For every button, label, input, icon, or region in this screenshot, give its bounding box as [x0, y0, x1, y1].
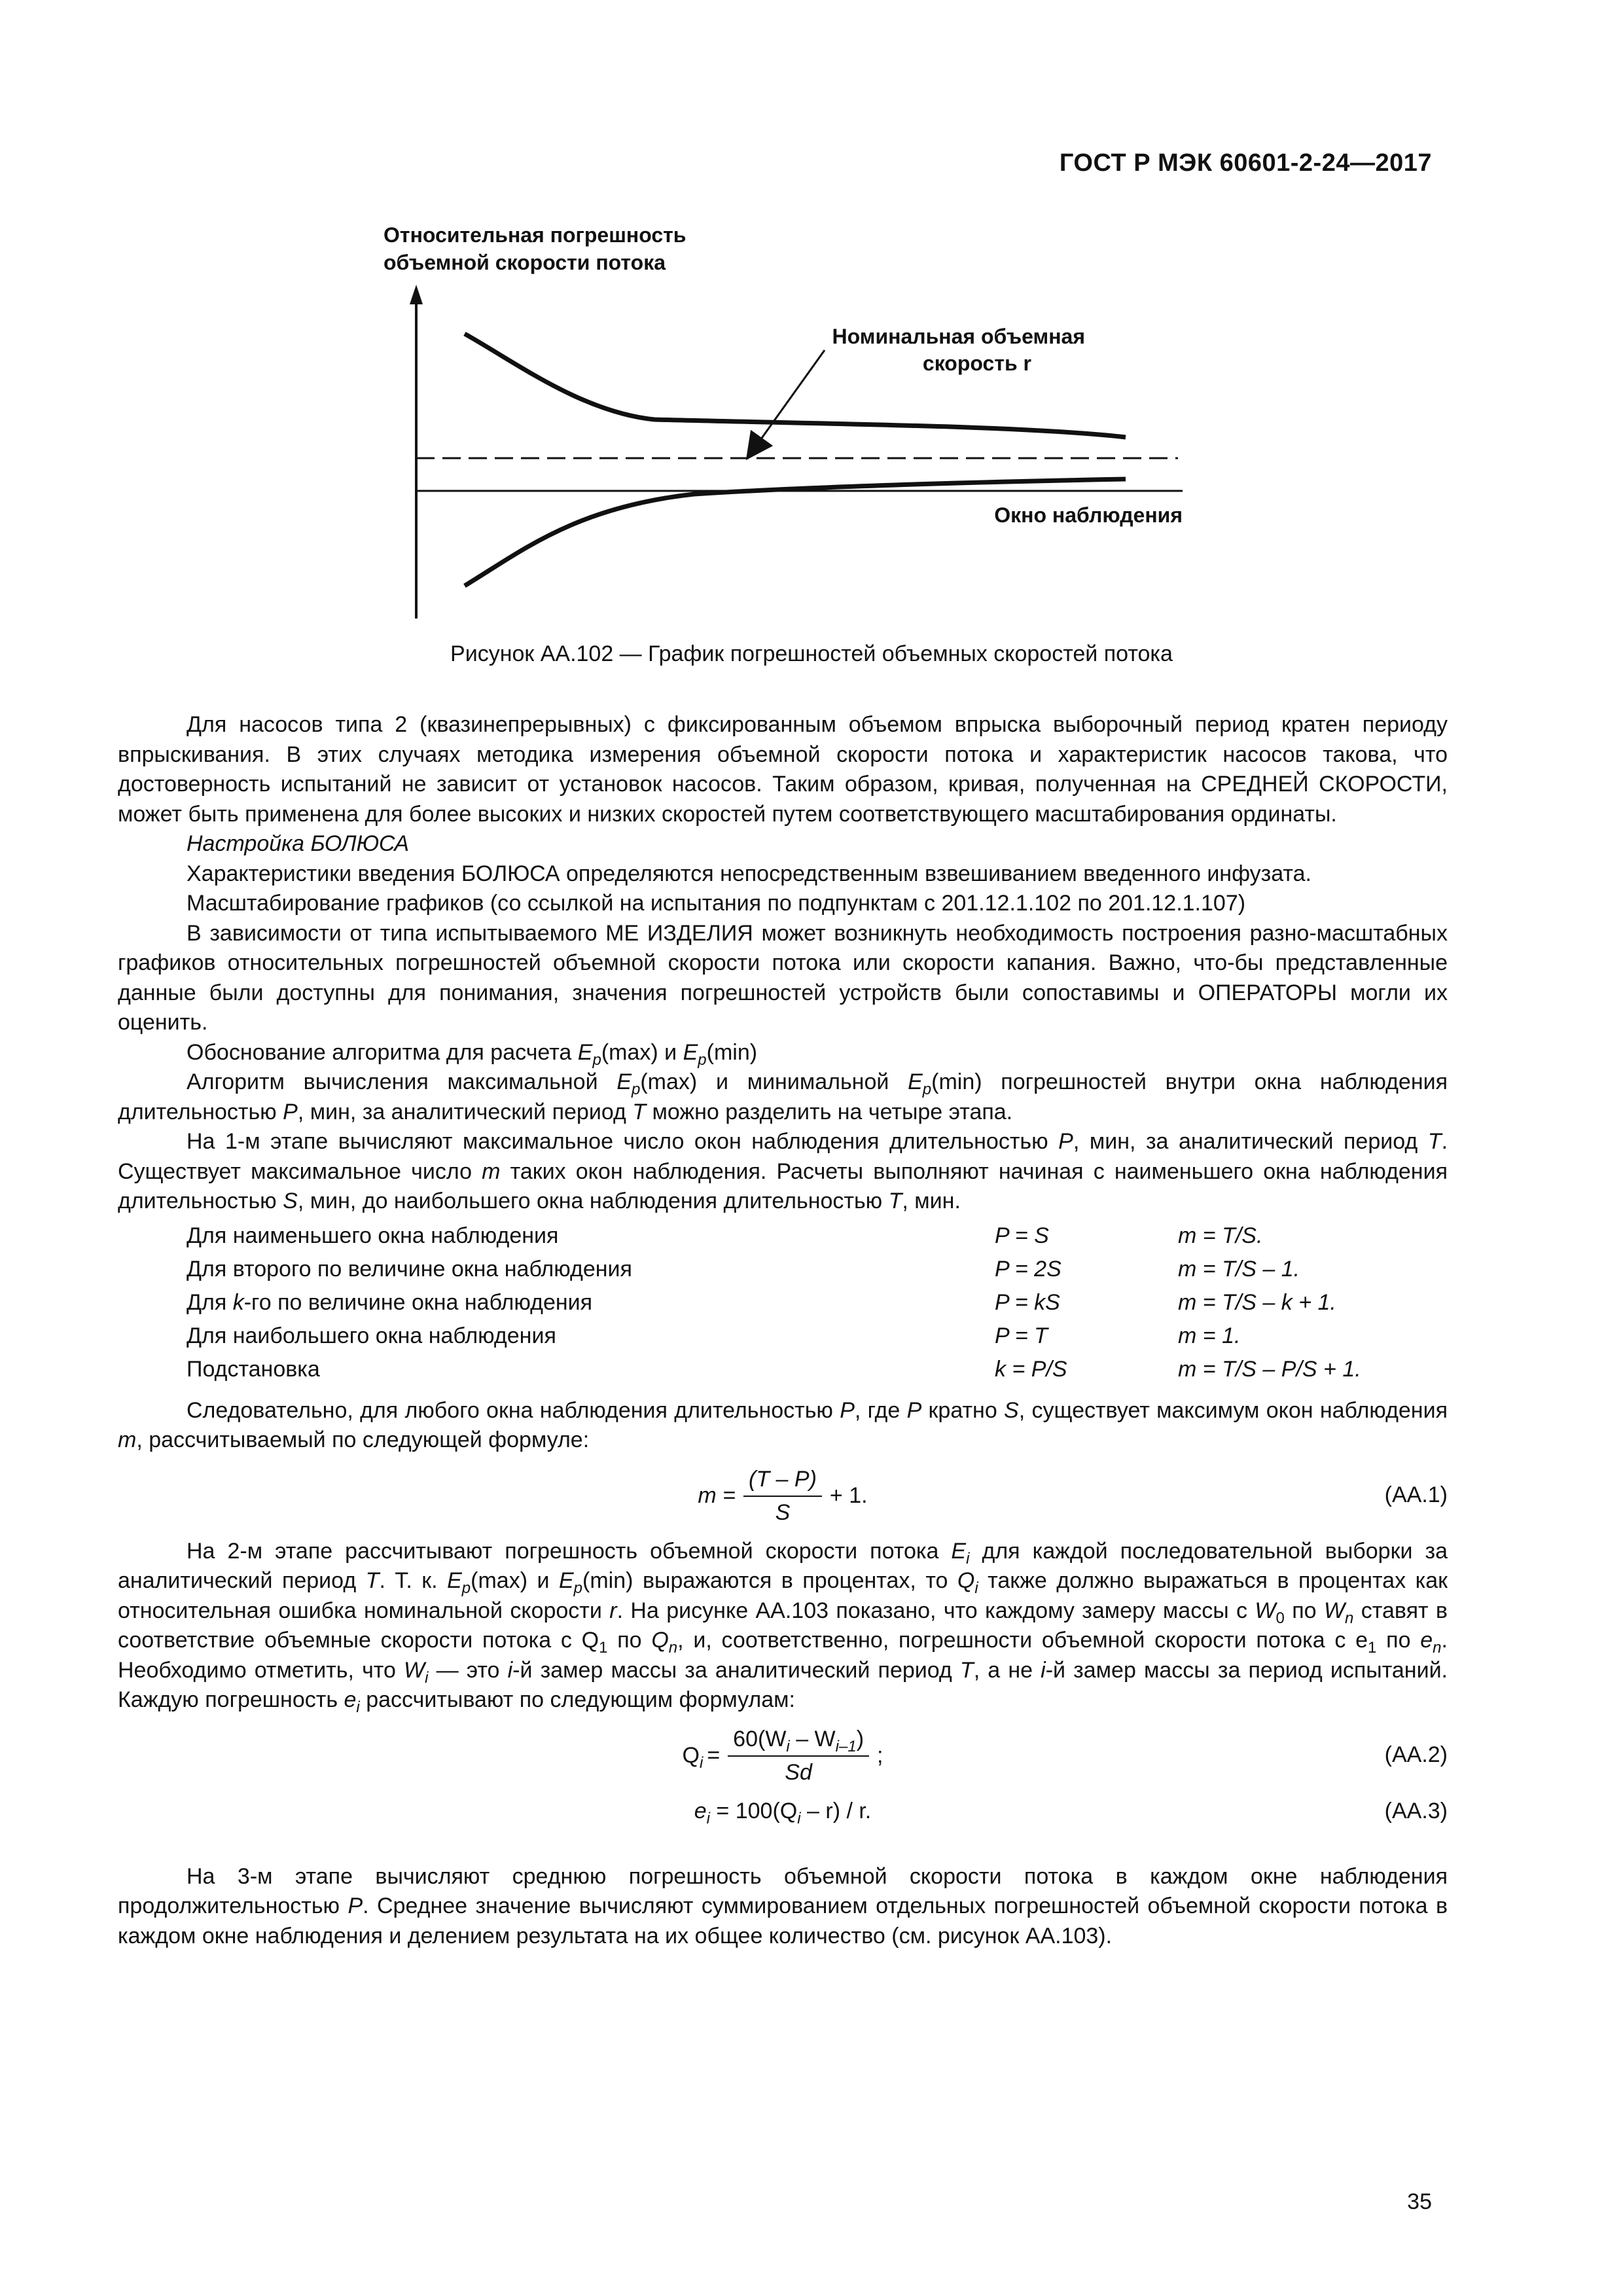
formula-aa3-expression: [118, 1797, 1448, 1827]
table-row: [187, 1354, 1440, 1387]
relation-m-text: m = T/S – 1.: [1178, 1257, 1300, 1282]
symbol-E: E: [616, 1069, 632, 1094]
symbol-i-sub: i: [706, 1809, 710, 1827]
symbol-e: e: [1420, 1628, 1433, 1653]
relation-p-expr: [995, 1220, 1178, 1253]
nominal-rate-leader-line: [754, 350, 825, 449]
text-span: (max) и минимальной: [640, 1069, 908, 1094]
symbol-p-sub: p: [922, 1081, 932, 1098]
symbol-T: T: [1427, 1129, 1442, 1154]
formula-aa3: [118, 1797, 1448, 1836]
symbol-n-sub: n: [1433, 1639, 1442, 1657]
symbol-e: e: [344, 1687, 357, 1712]
symbol-Q: Q: [651, 1628, 669, 1653]
text-span: На 3-м этапе вычисляют среднюю погрешность объемной скорости потока в каждом окне наблюдения продолжительностью: [118, 1863, 1448, 1918]
symbol-E: E: [577, 1039, 593, 1065]
text-span: -й замер массы за аналитический период: [512, 1657, 960, 1683]
symbol-e: e: [694, 1798, 707, 1823]
text-span: по: [607, 1628, 652, 1653]
symbol-i: i: [1041, 1657, 1046, 1683]
equation-number: (АА.1): [1384, 1482, 1448, 1507]
symbol-i-sub: i: [786, 1737, 790, 1755]
equation-number: (АА.3): [1384, 1798, 1448, 1823]
text-span: , мин, за аналитический период: [297, 1099, 633, 1124]
fraction: [728, 1725, 869, 1788]
symbol-p-sub: p: [632, 1081, 641, 1098]
symbol-p-sub: p: [573, 1579, 583, 1597]
text-span: 60(W: [733, 1726, 787, 1751]
paragraph-bolus-characteristics: Характеристики введения БОЛЮСА определяются непосредственным взвешиванием введенного инфузата.: [187, 861, 1311, 886]
upper-error-curve: [465, 334, 1126, 437]
symbol-E: E: [558, 1568, 574, 1593]
symbol-T: T: [632, 1099, 647, 1124]
text-span: На 1-м этапе вычисляют максимальное число окон наблюдения длительностью: [187, 1129, 1059, 1154]
relation-m-expr: [1178, 1320, 1440, 1354]
text-span: . На рисунке АА.103 показано, что каждому замеру массы с: [616, 1598, 1255, 1623]
fraction-numerator: (T – P): [743, 1465, 822, 1498]
fraction-numerator: [728, 1725, 869, 1757]
symbol-P: P: [283, 1099, 298, 1124]
error-chart: [366, 216, 1270, 635]
paragraph-device-type: В зависимости от типа испытываемого МЕ ИЗДЕЛИЯ может возникнуть необходимость построения разно-масштабных графиков относительных погрешностей объемной скорости потока или скорости капания. Важно, что-бы представленные данные были доступны для понимания, значения погрешностей устройств были сопоставимы и ОПЕРАТОРЫ могли их оценить.: [118, 920, 1448, 1035]
table-row: [187, 1220, 1440, 1253]
text-span: , и, соответственно, погрешности объемной скорости потока с e: [677, 1628, 1368, 1653]
symbol-E: E: [447, 1568, 462, 1593]
formula-tail: ;: [877, 1743, 883, 1768]
text-span: кратно: [921, 1397, 1005, 1423]
symbol-m: m: [118, 1427, 137, 1452]
paragraph-algorithm-stages: [118, 1067, 1448, 1127]
text-span: -го по величине окна наблюдения: [243, 1290, 593, 1316]
paragraph-stage-3: [118, 1862, 1448, 1952]
relation-m-expr: [1178, 1354, 1440, 1387]
formula-aa1: [118, 1465, 1448, 1528]
bolus-heading-text: Настройка БОЛЮСА: [187, 831, 410, 856]
symbol-n-sub: n: [1345, 1609, 1354, 1627]
symbol-r: r: [609, 1598, 617, 1623]
equals-sign: =: [707, 1743, 721, 1768]
symbol-p-sub: p: [698, 1050, 707, 1069]
symbol-p-sub: p: [461, 1579, 471, 1597]
text-span: ставят в соответствие объемные скорости потока с Q: [118, 1598, 1448, 1653]
x-axis-label: Окно наблюдения: [994, 503, 1183, 527]
lower-error-curve: [465, 479, 1126, 586]
symbol-T: T: [365, 1568, 380, 1593]
relation-p-text: P = S: [995, 1223, 1049, 1249]
symbol-i: i: [507, 1657, 513, 1683]
text-span: таких окон наблюдения. Расчеты выполняют начиная с наименьшего окна наблюдения длительностью: [118, 1158, 1448, 1213]
table-row: [187, 1253, 1440, 1287]
symbol-m: m: [482, 1158, 501, 1184]
symbol-i-sub: i: [966, 1549, 970, 1568]
paragraph-stage-1: [118, 1127, 1448, 1217]
body-text: [118, 710, 1448, 1951]
relation-label: Для наибольшего окна наблюдения: [187, 1323, 556, 1349]
relation-p-text: P = T: [995, 1323, 1048, 1349]
symbol-1-sub: 1: [599, 1639, 608, 1657]
fraction-denominator: Sd: [785, 1760, 812, 1785]
text-span: , мин, за аналитический период: [1073, 1129, 1428, 1154]
text-span: , существует максимум окон наблюдения: [1018, 1397, 1448, 1423]
paragraph-graph-scaling: Масштабирование графиков (со ссылкой на испытания по подпунктам с 201.12.1.102 по 201.12.1.107): [187, 891, 1246, 916]
symbol-n-sub: n: [668, 1639, 678, 1657]
text-span: (max) и: [601, 1039, 683, 1065]
relation-m-text: m = T/S – k + 1.: [1178, 1290, 1336, 1316]
text-span: -й замер массы за период испытаний. Каждую погрешность: [118, 1657, 1448, 1712]
relation-m-expr: [1178, 1287, 1440, 1320]
text-span: также должно выражаться в процентах как относительная ошибка номинальной скорости: [118, 1568, 1448, 1623]
text-span: – W: [789, 1726, 836, 1751]
text-span: Для: [187, 1290, 233, 1316]
relation-m-text: m = T/S – P/S + 1.: [1178, 1357, 1361, 1382]
table-row: [187, 1287, 1440, 1320]
symbol-i-sub: i: [797, 1809, 801, 1827]
symbol-W: W: [1255, 1598, 1276, 1623]
symbol-T: T: [959, 1657, 974, 1683]
text-span: (min) выражаются в процентах, то: [582, 1568, 957, 1593]
formula-aa1-expression: [118, 1465, 1448, 1528]
symbol-E: E: [683, 1039, 698, 1065]
relation-m-expr: [1178, 1253, 1440, 1287]
nominal-label-line1: Номинальная объемная: [832, 325, 1085, 348]
symbol-Q: Q: [682, 1743, 700, 1768]
text-span: , где: [854, 1397, 907, 1423]
y-axis-label-line1: Относительная погрешность: [383, 223, 687, 247]
symbol-S: S: [1004, 1397, 1019, 1423]
page-number: 35: [1407, 2189, 1432, 2214]
paragraph-bolus-heading: [118, 829, 1448, 859]
symbol-i-sub: i: [356, 1698, 360, 1716]
relation-p-expr: [995, 1354, 1178, 1387]
symbol-P: P: [906, 1397, 922, 1423]
text-span: (min): [706, 1039, 758, 1065]
relation-label: Для второго по величине окна наблюдения: [187, 1257, 632, 1282]
standard-code-header: ГОСТ Р МЭК 60601-2-24—2017: [1059, 149, 1432, 177]
relation-p-text: k = P/S: [995, 1357, 1067, 1382]
text-span: . Среднее значение вычисляют суммированием отдельных погрешностей объемной скорости потока в каждом окне наблюдения и делением результата на их общее количество (см. рисунок АА.103).: [118, 1893, 1448, 1948]
relation-m-text: m = T/S.: [1178, 1223, 1263, 1249]
relation-p-text: P = kS: [995, 1290, 1060, 1316]
fraction-denominator: S: [775, 1500, 791, 1525]
paragraph-algorithm-rationale: [118, 1038, 1448, 1068]
text-span: для каждой последовательной выборки за аналитический период: [118, 1538, 1448, 1593]
relation-label: Для наименьшего окна наблюдения: [187, 1223, 559, 1249]
text-span: = 100(Q: [709, 1798, 798, 1823]
nominal-label-line2: скорость r: [922, 351, 1031, 375]
equation-number: (АА.2): [1384, 1742, 1448, 1767]
symbol-Q: Q: [957, 1568, 975, 1593]
symbol-P: P: [348, 1893, 363, 1918]
paragraph-stage-2: [118, 1537, 1448, 1715]
text-span: (min) погрешностей внутри окна наблюдения длительностью: [118, 1069, 1448, 1124]
text-span: по: [1376, 1628, 1421, 1653]
symbol-P: P: [840, 1397, 855, 1423]
text-span: , а не: [973, 1657, 1041, 1683]
text-span: , мин, до наибольшего окна наблюдения длительностью: [297, 1189, 889, 1213]
relation-p-expr: [995, 1287, 1178, 1320]
symbol-S: S: [283, 1189, 298, 1213]
text-span: – r) / r.: [800, 1798, 872, 1823]
symbol-i-1-sub: i–1: [835, 1737, 857, 1755]
formula-tail: + 1.: [829, 1483, 868, 1509]
symbol-i-sub: i: [974, 1579, 978, 1597]
formula-lhs: [683, 1741, 704, 1771]
symbol-i-sub: i: [699, 1754, 704, 1772]
text-span: по: [1284, 1598, 1324, 1623]
text-span: можно разделить на четыре этапа.: [646, 1099, 1013, 1124]
relation-p-text: P = 2S: [995, 1257, 1061, 1282]
text-span: (max: [471, 1568, 520, 1593]
y-axis-label-line2: объемной скорости потока: [383, 251, 666, 274]
formula-lhs: m =: [698, 1483, 736, 1509]
text-span: . Существует максимальное число: [118, 1129, 1448, 1184]
symbol-W: W: [1323, 1598, 1346, 1623]
symbol-E: E: [951, 1538, 967, 1564]
symbol-P: P: [1058, 1129, 1073, 1154]
relation-p-expr: [995, 1253, 1178, 1287]
relation-p-expr: [995, 1320, 1178, 1354]
symbol-p-sub: p: [592, 1050, 601, 1069]
text-span: ): [856, 1726, 865, 1751]
paragraph-max-windows: [118, 1396, 1448, 1456]
symbol-k: k: [232, 1290, 244, 1316]
symbol-W: W: [404, 1657, 425, 1683]
text-span: , рассчитываемый по следующей формуле:: [136, 1427, 590, 1452]
y-axis-arrow: [410, 285, 423, 304]
symbol-T: T: [888, 1189, 902, 1213]
relation-label: Подстановка: [187, 1357, 320, 1382]
window-relations-table: [187, 1220, 1440, 1387]
paragraph-pump-type2: Для насосов типа 2 (квазинепрерывных) с фиксированным объемом впрыска выборочный период кратен периоду впрыскивания. В этих случаях методика измерения объемной скорости потока и характеристик насосов такова, что достоверность испытаний не зависит от установок насосов. Таким образом, кривая, полученная на СРЕДНЕЙ СКОРОСТИ, может быть применена для более высоких и низких скоростей путем соответствующего масштабирования ординаты.: [118, 712, 1448, 827]
text-span: — это: [428, 1657, 508, 1683]
text-span: Обоснование алгоритма для расчета: [187, 1039, 578, 1065]
relation-label: [187, 1287, 995, 1320]
symbol-0-sub: 0: [1275, 1609, 1285, 1627]
relation-m-text: m = 1.: [1178, 1323, 1241, 1349]
symbol-i-sub: i: [425, 1668, 429, 1687]
text-span: . Необходимо отметить, что: [118, 1628, 1448, 1683]
text-span: Следовательно, для любого окна наблюдения длительностью: [187, 1397, 840, 1423]
formula-aa2-expression: [118, 1725, 1448, 1788]
text-span: На 2-м этапе рассчитывают погрешность объемной скорости потока: [187, 1538, 952, 1564]
text-span: Алгоритм вычисления максимальной: [187, 1069, 617, 1094]
symbol-E: E: [908, 1069, 923, 1094]
table-row: [187, 1320, 1440, 1354]
fraction: [743, 1465, 822, 1528]
text-span: , мин.: [902, 1189, 961, 1213]
text-span: ) и: [520, 1568, 559, 1593]
text-span: рассчитывают по следующим формулам:: [359, 1687, 795, 1712]
symbol-1-sub: 1: [1368, 1639, 1377, 1657]
text-span: . Т. к.: [379, 1568, 448, 1593]
formula-aa2: [118, 1725, 1448, 1787]
figure-caption: Рисунок АА.102 — График погрешностей объемных скоростей потока: [450, 641, 1173, 666]
relation-m-expr: [1178, 1220, 1440, 1253]
